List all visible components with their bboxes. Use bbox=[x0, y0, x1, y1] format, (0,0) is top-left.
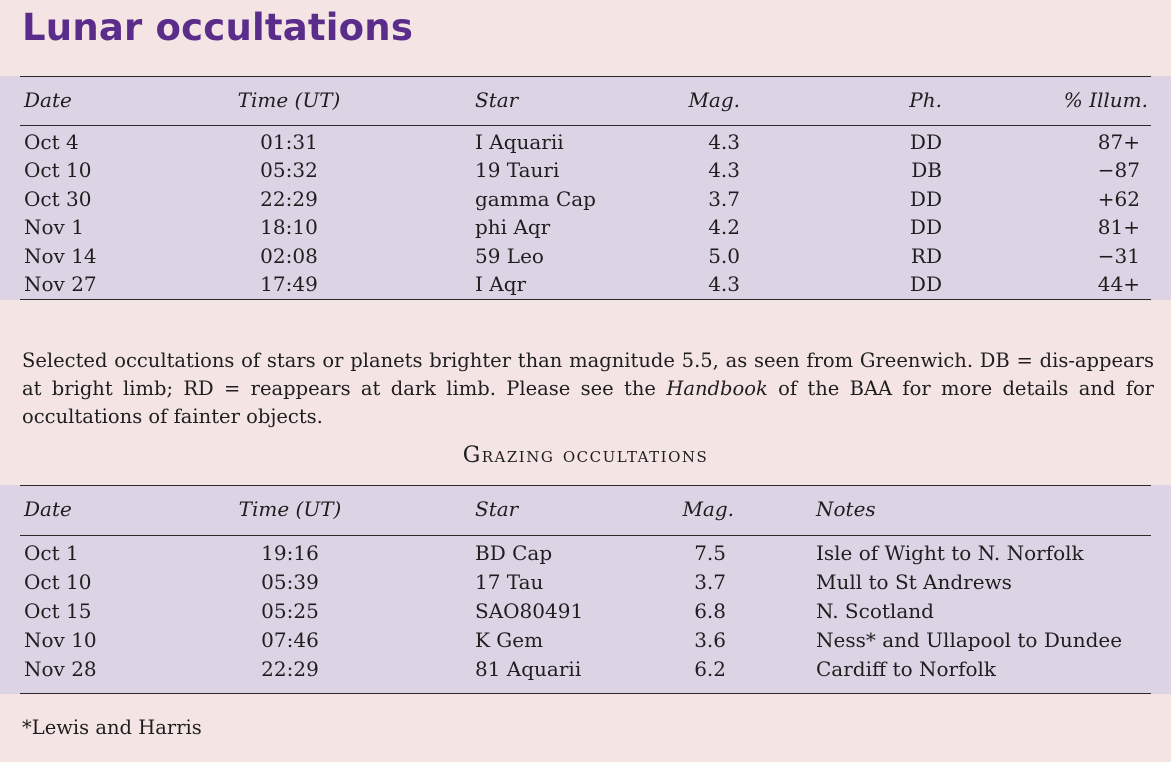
table-cell: 3.7 bbox=[708, 186, 740, 211]
table-cell: Mull to St Andrews bbox=[816, 570, 1012, 594]
table-cell: 4.2 bbox=[708, 215, 740, 240]
table-cell: 3.7 bbox=[694, 570, 726, 594]
table-cell: 18:10 bbox=[260, 215, 318, 240]
table-cell: Oct 10 bbox=[24, 158, 92, 183]
table-cell: Oct 1 bbox=[24, 541, 79, 565]
table-cell: Nov 14 bbox=[24, 243, 97, 268]
table-cell: 19 Tauri bbox=[475, 158, 560, 183]
table-cell: Nov 1 bbox=[24, 215, 84, 240]
table-cell: 17:49 bbox=[260, 272, 318, 296]
table-cell: 19:16 bbox=[261, 541, 319, 565]
table-cell: DD bbox=[909, 130, 942, 154]
occultation-description bbox=[22, 347, 1154, 431]
table-cell: 05:39 bbox=[261, 570, 319, 594]
table-bottom-rule bbox=[20, 693, 1151, 694]
column-header: Star bbox=[475, 497, 519, 521]
table-cell: 5.0 bbox=[708, 243, 740, 268]
table-cell: Nov 10 bbox=[24, 628, 97, 652]
table-cell: 59 Leo bbox=[475, 243, 544, 268]
table-cell: 22:29 bbox=[261, 657, 319, 681]
table-cell: 7.5 bbox=[694, 541, 726, 565]
column-header: Ph. bbox=[909, 88, 942, 112]
table-cell: 81+ bbox=[1097, 215, 1140, 240]
table-cell: Oct 4 bbox=[24, 130, 79, 154]
table-cell: 3.6 bbox=[694, 628, 726, 652]
table-top-rule bbox=[20, 76, 1151, 77]
table-header-rule bbox=[20, 125, 1151, 126]
column-header: Time (UT) bbox=[238, 497, 342, 521]
table-cell: gamma Cap bbox=[475, 186, 596, 211]
table-cell: 02:08 bbox=[260, 243, 318, 268]
grazing-table bbox=[0, 485, 1171, 694]
table-cell: K Gem bbox=[475, 628, 544, 652]
table-cell: 44+ bbox=[1097, 272, 1140, 296]
table-cell: DB bbox=[911, 158, 942, 183]
description-text-end: of the BAA for more details and for occultations of fainter objects. bbox=[22, 377, 1155, 428]
occultations-table bbox=[0, 76, 1171, 300]
table-cell: Nov 27 bbox=[24, 272, 97, 296]
table-cell: 81 Aquarii bbox=[475, 657, 582, 681]
table-cell: 6.2 bbox=[694, 657, 726, 681]
table-cell: Oct 15 bbox=[24, 599, 92, 623]
table-cell: −87 bbox=[1097, 158, 1140, 183]
column-header: Mag. bbox=[688, 88, 740, 112]
table-cell: 87+ bbox=[1097, 130, 1140, 154]
table-cell: 22:29 bbox=[260, 186, 318, 211]
table-cell: 01:31 bbox=[260, 130, 318, 154]
grazing-heading: Grazing occultations bbox=[462, 443, 709, 468]
column-header: Star bbox=[475, 88, 519, 112]
column-header: Time (UT) bbox=[237, 88, 341, 112]
table-cell: DD bbox=[909, 215, 942, 240]
page-title: Lunar occultations bbox=[22, 6, 414, 49]
table-cell: Oct 30 bbox=[24, 186, 92, 211]
handbook-title: Handbook bbox=[666, 377, 768, 400]
column-header: % Illum. bbox=[1063, 88, 1148, 112]
table-cell: +62 bbox=[1097, 186, 1140, 211]
table-cell: BD Cap bbox=[475, 541, 553, 565]
table-cell: Ness* and Ullapool to Dundee bbox=[816, 628, 1123, 652]
table-cell: I Aqr bbox=[475, 272, 527, 296]
table-cell: phi Aqr bbox=[475, 215, 551, 240]
footnote: *Lewis and Harris bbox=[22, 716, 202, 739]
table-cell: 4.3 bbox=[708, 158, 740, 183]
description-text: Selected occultations of stars or planets brighter than magnitude 5.5, as seen from Greenwich. DB = dis-appears at bright limb; RD = reappears at dark limb. Please see the bbox=[22, 349, 1154, 400]
table-cell: I Aquarii bbox=[475, 130, 564, 154]
table-cell: −31 bbox=[1097, 243, 1140, 268]
table-cell: 05:25 bbox=[261, 599, 319, 623]
table-cell: DD bbox=[909, 272, 942, 296]
table-cell: 07:46 bbox=[261, 628, 319, 652]
table-cell: Isle of Wight to N. Norfolk bbox=[816, 541, 1084, 565]
column-header: Date bbox=[24, 88, 72, 112]
table-cell: Oct 10 bbox=[24, 570, 92, 594]
table-cell: 17 Tau bbox=[475, 570, 544, 594]
table-cell: N. Scotland bbox=[816, 599, 934, 623]
table-cell: SAO80491 bbox=[475, 599, 584, 623]
table-cell: Cardiff to Norfolk bbox=[816, 657, 997, 681]
table-header-rule bbox=[20, 535, 1151, 536]
table-cell: Nov 28 bbox=[24, 657, 97, 681]
column-header: Notes bbox=[816, 497, 876, 521]
table-cell: 05:32 bbox=[260, 158, 318, 183]
table-cell: RD bbox=[910, 243, 942, 268]
table-bottom-rule bbox=[20, 299, 1151, 300]
column-header: Date bbox=[24, 497, 72, 521]
table-cell: 4.3 bbox=[708, 272, 740, 296]
table-cell: DD bbox=[909, 186, 942, 211]
table-cell: 6.8 bbox=[694, 599, 726, 623]
table-cell: 4.3 bbox=[708, 130, 740, 154]
table-top-rule bbox=[20, 485, 1151, 486]
column-header: Mag. bbox=[682, 497, 734, 521]
